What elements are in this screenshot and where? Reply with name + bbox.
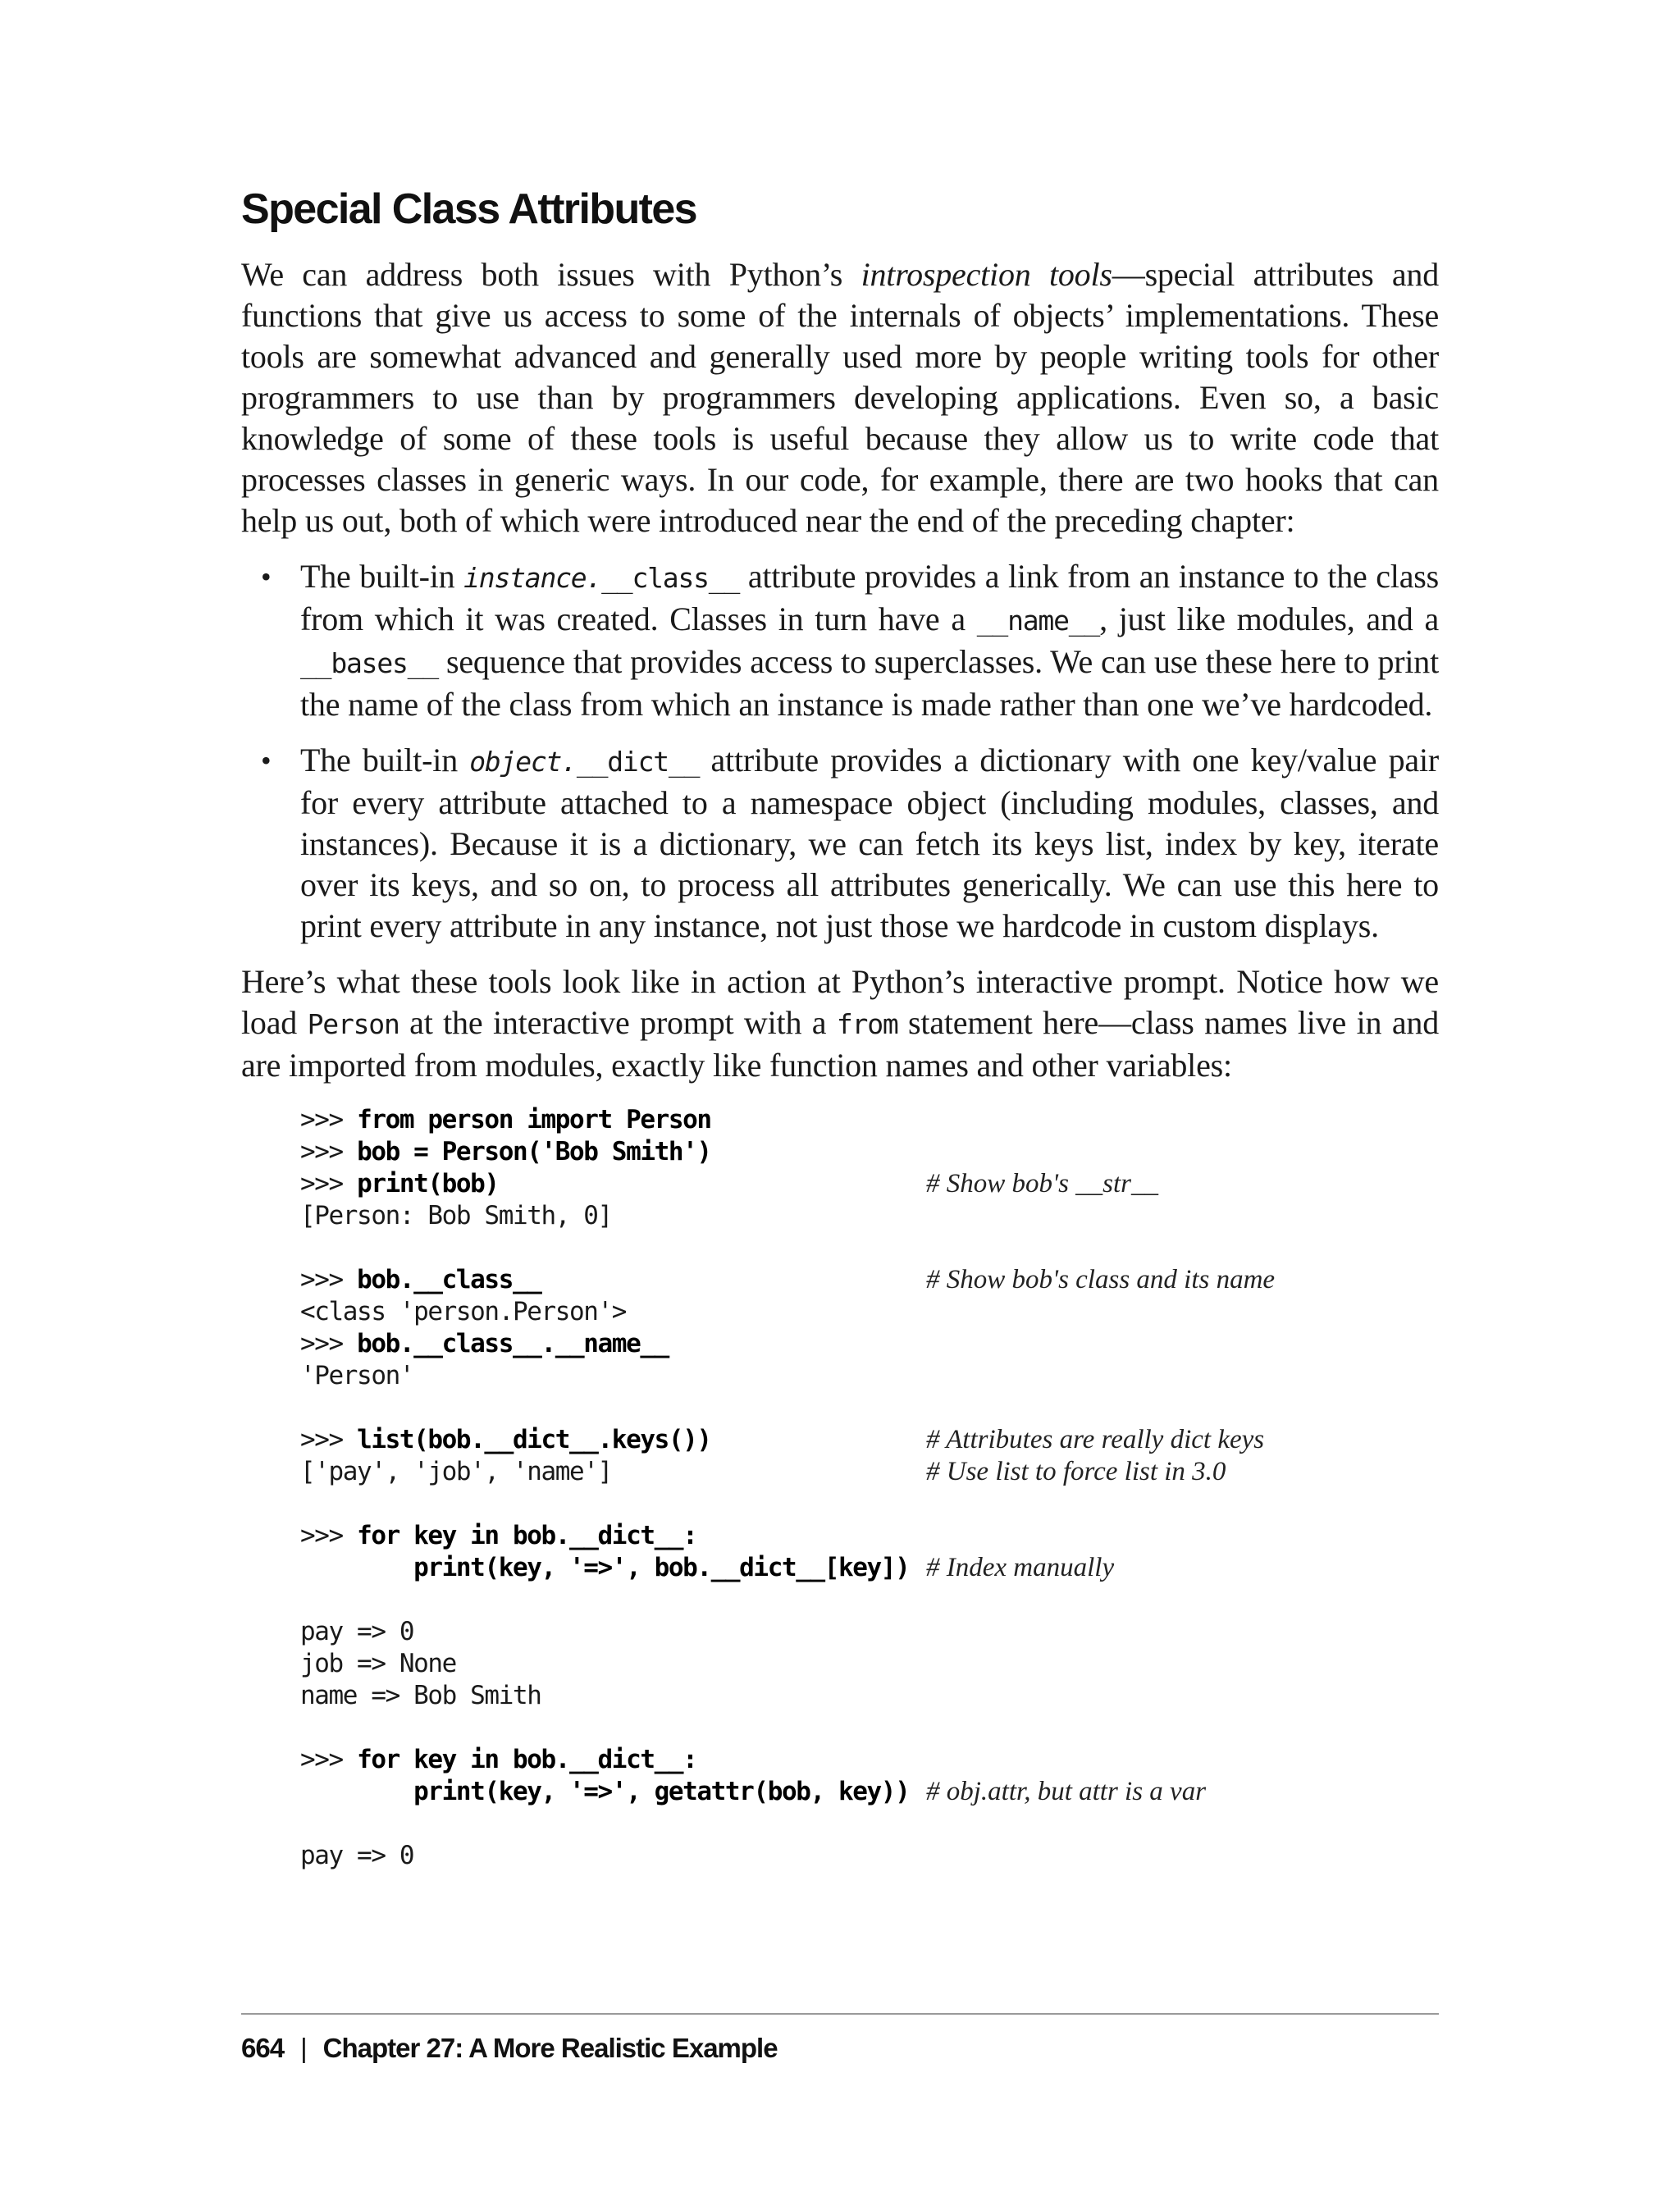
intro-paragraph: [241, 254, 1439, 541]
inline-code: instance.: [463, 562, 602, 594]
prompt-marker: >>>: [300, 1329, 358, 1358]
code-output: pay => 0: [300, 1617, 414, 1646]
code-line: [300, 1136, 1439, 1168]
code-command: >>> bob = Person('Bob Smith'): [300, 1137, 711, 1166]
chapter-title: Chapter 27: A More Realistic Example: [322, 2033, 778, 2063]
bullet-marker: •: [261, 560, 272, 593]
inline-code: from: [836, 1008, 898, 1040]
code-line: [300, 1232, 1439, 1264]
code-line: [300, 1712, 1439, 1744]
intro-text-continued: —special attributes and functions that give us access to some of the internals of objects’ implementations. These tools are somewhat advanced and generally used more by people writing tools for other programmers to use than by programmers developing applications. Even so, a basic knowledge of some of these tools is useful because they allow us to write code that processes classes in generic ways. In our code, for example, there are two hooks that can help us out, both of which were introduced near the end of the preceding chapter:: [241, 256, 1440, 539]
footer-text: [241, 2033, 1439, 2064]
footer-separator: |: [300, 2033, 307, 2063]
code-comment: # Use list to force list in 3.0: [926, 1457, 1226, 1486]
code-output: 'Person': [300, 1361, 414, 1390]
bullet-list: [241, 556, 1439, 947]
inline-code: __class__: [601, 562, 740, 594]
footer-rule: [241, 2013, 1439, 2015]
code-line: [300, 1104, 1439, 1136]
code-comment: # Show bob's __str__: [926, 1169, 1159, 1198]
prompt-marker: >>>: [300, 1137, 358, 1166]
code-line: [300, 1552, 1439, 1584]
page-footer: [241, 2013, 1439, 2064]
code-line: [300, 1776, 1439, 1808]
inline-code: __name__: [976, 605, 1100, 637]
code-line: [300, 1424, 1439, 1456]
code-comment: # Show bob's class and its name: [926, 1265, 1276, 1294]
code-command: >>> bob.__class__.__name__: [300, 1329, 669, 1358]
code-output: name => Bob Smith: [300, 1681, 541, 1710]
code-output: job => None: [300, 1649, 456, 1678]
inline-code: object.: [469, 746, 577, 778]
code-line: [300, 1744, 1439, 1776]
code-line: [300, 1584, 1439, 1616]
bullet-class-attribute: • The built-in instance.__class__ attribute provides a link from an instance to the class from which it was created. Classes in turn have a __name__, just like modules, and a __bases__ sequence that provides access to superclasses. We can use these here to print the name of the class from which an instance is made rather than one we’ve hardcoded.: [261, 558, 1439, 723]
inline-code: Person: [307, 1008, 399, 1040]
code-line: [300, 1680, 1439, 1712]
prompt-marker: >>>: [300, 1745, 358, 1774]
code-line: [300, 1488, 1439, 1520]
code-command: >>> for key in bob.__dict__:: [300, 1745, 697, 1774]
prompt-marker: >>>: [300, 1265, 358, 1294]
code-line: [300, 1392, 1439, 1424]
prompt-marker: >>>: [300, 1105, 358, 1134]
code-comment: # Index manually: [926, 1553, 1115, 1582]
code-comment: # obj.attr, but attr is a var: [926, 1777, 1207, 1806]
page-content: [241, 182, 1439, 1872]
code-line: [300, 1520, 1439, 1552]
code-line: [300, 1328, 1439, 1360]
code-line: [300, 1840, 1439, 1872]
code-command: >>> print(bob): [300, 1169, 499, 1198]
code-output: ['pay', 'job', 'name']: [300, 1457, 612, 1486]
code-line: [300, 1200, 1439, 1232]
code-line: [300, 1360, 1439, 1392]
code-command: >>> for key in bob.__dict__:: [300, 1521, 697, 1550]
code-line: [300, 1616, 1439, 1648]
code-comment: # Attributes are really dict keys: [926, 1425, 1265, 1454]
intro-emphasis: introspection tools: [861, 256, 1112, 293]
inline-code: __bases__: [300, 647, 439, 679]
prompt-marker: >>>: [300, 1169, 358, 1198]
inline-code: __dict__: [576, 746, 700, 778]
section-heading: Special Class Attributes: [241, 185, 696, 233]
code-command: >>> list(bob.__dict__.keys()): [300, 1425, 711, 1454]
code-line: [300, 1296, 1439, 1328]
code-output: [Person: Bob Smith, 0]: [300, 1201, 612, 1230]
code-line: [300, 1808, 1439, 1840]
prompt-marker: >>>: [300, 1521, 358, 1550]
after-paragraph: Here’s what these tools look like in action at Python’s interactive prompt. Notice how we load Person at the interactive prompt with a from statement here—class names live in and are imported from modules, exactly like function names and other variables:: [241, 963, 1439, 1084]
bullet-marker: •: [261, 744, 272, 777]
code-listing: [300, 1104, 1439, 1872]
code-line: [300, 1456, 1439, 1488]
code-line: [300, 1264, 1439, 1296]
prompt-marker: >>>: [300, 1425, 358, 1454]
code-continuation: print(key, '=>', getattr(bob, key)): [413, 1777, 910, 1806]
code-output: pay => 0: [300, 1841, 414, 1870]
intro-text: We can address both issues with Python’s: [241, 256, 861, 293]
code-line: [300, 1648, 1439, 1680]
code-command: >>> from person import Person: [300, 1105, 711, 1134]
code-line: [300, 1168, 1439, 1200]
code-output: <class 'person.Person'>: [300, 1297, 627, 1326]
code-continuation: print(key, '=>', bob.__dict__[key]): [413, 1553, 910, 1582]
bullet-dict-attribute: • The built-in object.__dict__ attribute provides a dictionary with one key/value pair for every attribute attached to a namespace object (including modules, classes, and instances). Because it is a dictionary, we can fetch its keys list, index by key, iterate over its keys, and so on, to process all attributes generically. We can use this here to print every attribute in any instance, not just those we hardcode in custom displays.: [261, 742, 1439, 944]
page-number: 664: [241, 2033, 285, 2063]
code-command: >>> bob.__class__: [300, 1265, 541, 1294]
